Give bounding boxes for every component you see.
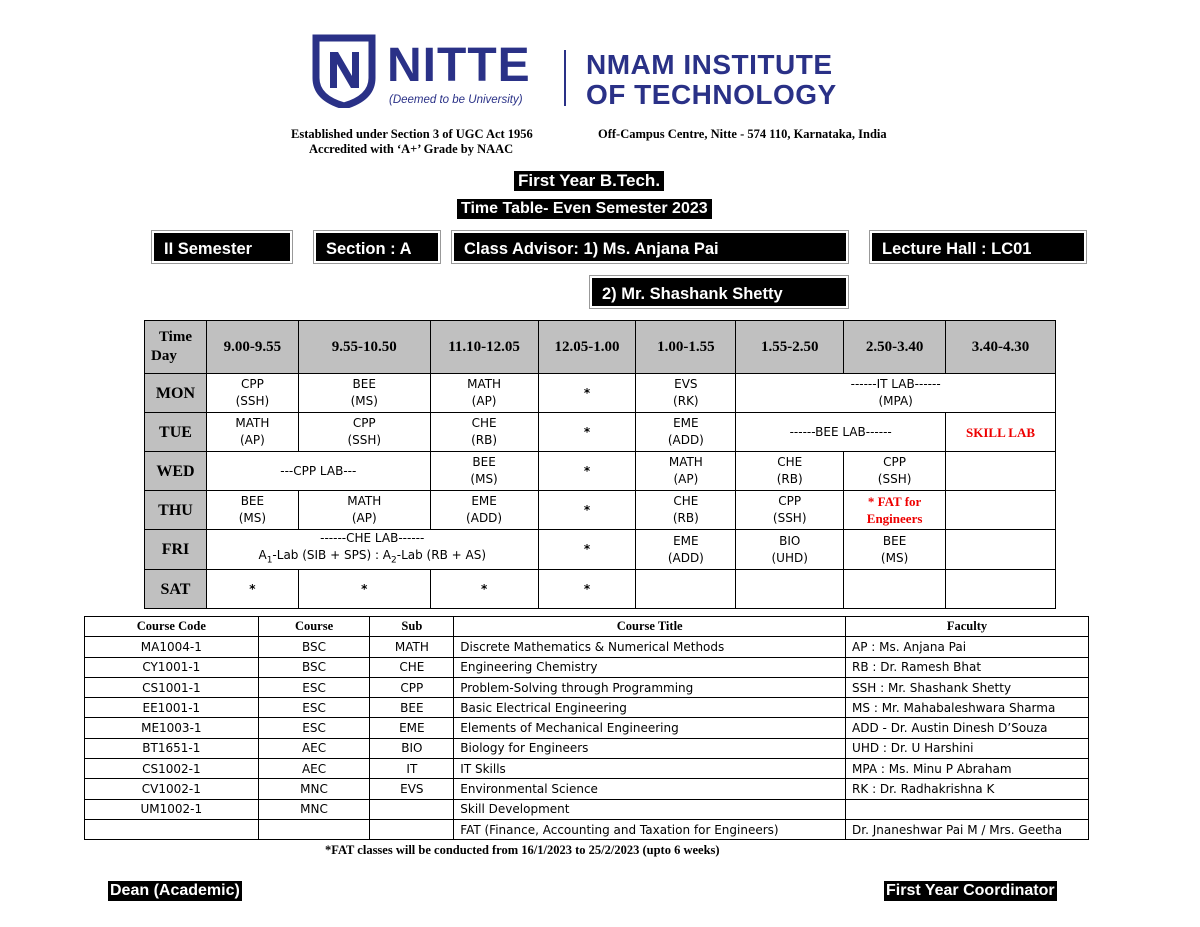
fat-cell xyxy=(844,491,946,530)
coordinator-signature-label: First Year Coordinator xyxy=(886,882,1055,899)
subject: EME xyxy=(673,533,699,548)
empty-cell xyxy=(946,570,1056,609)
column-header: Course Code xyxy=(85,617,259,637)
class-cell xyxy=(206,491,298,530)
course-title-cell: Skill Development xyxy=(454,799,846,819)
lab-cell: ---CPP LAB--- xyxy=(206,452,430,491)
faculty-code: (MS) xyxy=(880,550,909,565)
faculty-cell xyxy=(846,799,1089,819)
faculty-code: (SSH) xyxy=(347,433,382,447)
subject: MATH xyxy=(347,494,382,508)
faculty-code: (SSH) xyxy=(772,511,807,525)
faculty-code: (MS) xyxy=(350,394,378,408)
table-row xyxy=(85,718,1089,738)
empty-cell xyxy=(844,570,946,609)
break-cell: * xyxy=(538,413,636,452)
course-table xyxy=(84,616,1089,840)
lab-cell xyxy=(736,374,1056,413)
class-cell xyxy=(430,452,538,491)
timetable-row-fri xyxy=(145,530,1056,570)
class-advisor-label: Class Advisor: 1) Ms. Anjana Pai xyxy=(452,231,848,263)
day-label: SAT xyxy=(145,570,207,609)
course-type-cell: ESC xyxy=(258,677,370,697)
subject: EVS xyxy=(674,377,698,391)
subject: BEE xyxy=(352,377,376,391)
fat-label: * FAT for xyxy=(867,494,922,509)
slot-header: 9.00-9.55 xyxy=(206,321,298,374)
faculty-code: (ADD) xyxy=(667,433,704,447)
class-cell xyxy=(736,452,844,491)
corner-time-label: Time xyxy=(158,329,192,345)
table-row xyxy=(85,738,1089,758)
break-cell: * xyxy=(538,374,636,413)
faculty-code: (AP) xyxy=(471,394,497,408)
timetable-header-row xyxy=(145,321,1056,374)
course-type-cell xyxy=(258,819,370,839)
slot-header: 1.00-1.55 xyxy=(636,321,736,374)
skill-lab-cell: SKILL LAB xyxy=(946,413,1056,452)
break-cell: * xyxy=(538,452,636,491)
institute-logo xyxy=(312,32,892,112)
break-cell: * xyxy=(298,570,430,609)
faculty-code: (AP) xyxy=(239,433,265,447)
empty-cell xyxy=(946,491,1056,530)
slot-header: 9.55-10.50 xyxy=(298,321,430,374)
course-type-cell: ESC xyxy=(258,718,370,738)
subject-cell xyxy=(370,799,454,819)
subject: MATH xyxy=(235,416,270,430)
slot-header: 3.40-4.30 xyxy=(946,321,1056,374)
fat-label: Engineers xyxy=(866,511,923,526)
faculty-cell: MS : Mr. Mahabaleshwara Sharma xyxy=(846,698,1089,718)
course-code-cell: MA1004-1 xyxy=(85,637,259,657)
established-text: Established under Section 3 of UGC Act 1956 xyxy=(291,127,533,141)
course-title-cell: Engineering Chemistry xyxy=(454,657,846,677)
faculty-cell: RK : Dr. Radhakrishna K xyxy=(846,779,1089,799)
subject-cell: CHE xyxy=(370,657,454,677)
class-cell xyxy=(636,491,736,530)
lab-cell: ------BEE LAB------ xyxy=(736,413,946,452)
course-title-cell: Discrete Mathematics & Numerical Methods xyxy=(454,637,846,657)
nitte-emblem-icon xyxy=(312,34,376,108)
class-cell xyxy=(298,491,430,530)
subject: MATH xyxy=(668,455,703,469)
class-cell xyxy=(736,491,844,530)
table-row xyxy=(85,799,1089,819)
corner-day-label: Day xyxy=(151,348,177,364)
column-header: Course Title xyxy=(454,617,846,637)
time-day-corner xyxy=(145,321,207,374)
page-title: First Year B.Tech. xyxy=(514,171,664,191)
logo-text: NITTE xyxy=(387,39,531,92)
subject: CHE xyxy=(777,455,803,469)
faculty-code: (RB) xyxy=(776,472,803,486)
subject: BEE xyxy=(240,494,265,508)
faculty-code: (AP) xyxy=(673,472,699,486)
empty-cell xyxy=(946,530,1056,570)
lecture-hall-label: Lecture Hall : LC01 xyxy=(870,231,1086,263)
course-code-cell: UM1002-1 xyxy=(85,799,259,819)
subject-cell: EME xyxy=(370,718,454,738)
subject: EME xyxy=(673,416,699,430)
subject: BEE xyxy=(472,455,496,469)
subject: CPP xyxy=(240,377,264,391)
class-cell xyxy=(430,374,538,413)
course-code-cell: CV1002-1 xyxy=(85,779,259,799)
faculty-cell: UHD : Dr. U Harshini xyxy=(846,738,1089,758)
faculty-cell: Dr. Jnaneshwar Pai M / Mrs. Geetha xyxy=(846,819,1089,839)
faculty-code: (SSH) xyxy=(877,472,912,486)
lab-name: ------IT LAB------ xyxy=(850,377,941,391)
logo-divider xyxy=(564,50,566,106)
class-cell xyxy=(844,530,946,570)
course-type-cell: BSC xyxy=(258,657,370,677)
subject: CHE xyxy=(471,416,497,430)
break-cell: * xyxy=(538,570,636,609)
subject-cell: MATH xyxy=(370,637,454,657)
dean-signature-label: Dean (Academic) xyxy=(110,882,240,899)
slot-header: 1.55-2.50 xyxy=(736,321,844,374)
break-cell: * xyxy=(430,570,538,609)
table-row xyxy=(85,657,1089,677)
day-label: TUE xyxy=(145,413,207,452)
break-cell: * xyxy=(538,491,636,530)
class-cell xyxy=(636,374,736,413)
lab-cell xyxy=(206,530,538,570)
faculty-cell: MPA : Ms. Minu P Abraham xyxy=(846,759,1089,779)
class-cell xyxy=(430,413,538,452)
course-code-cell: BT1651-1 xyxy=(85,738,259,758)
logo-subtitle: (Deemed to be University) xyxy=(389,94,523,106)
subject: MATH xyxy=(467,377,502,391)
class-cell xyxy=(298,413,430,452)
course-title-cell: Basic Electrical Engineering xyxy=(454,698,846,718)
lab-batches: $A_1$-Lab (SIB + SPS) : $A_2$-Lab (RB + AS) xyxy=(258,548,486,566)
subject: CPP xyxy=(883,455,907,469)
timetable-row-thu xyxy=(145,491,1056,530)
institute-name-line2: OF TECHNOLOGY xyxy=(586,79,837,110)
course-type-cell: MNC xyxy=(258,799,370,819)
course-title-cell: IT Skills xyxy=(454,759,846,779)
faculty-cell: AP : Ms. Anjana Pai xyxy=(846,637,1089,657)
faculty-code: (ADD) xyxy=(667,550,704,565)
subject-cell: BEE xyxy=(370,698,454,718)
subject-cell: BIO xyxy=(370,738,454,758)
table-row xyxy=(85,759,1089,779)
subject: EME xyxy=(471,494,497,508)
timetable-row-tue xyxy=(145,413,1056,452)
faculty-cell: RB : Dr. Ramesh Bhat xyxy=(846,657,1089,677)
subject-cell xyxy=(370,819,454,839)
semester-label: II Semester xyxy=(152,231,292,263)
break-cell: * xyxy=(206,570,298,609)
class-advisor-2-label: 2) Mr. Shashank Shetty xyxy=(590,276,848,308)
course-title-cell: Biology for Engineers xyxy=(454,738,846,758)
accredited-text: Accredited with ‘A+’ Grade by NAAC xyxy=(309,142,514,156)
subject-cell: CPP xyxy=(370,677,454,697)
faculty-code: (ADD) xyxy=(466,511,503,525)
faculty-code: (MS) xyxy=(470,472,498,486)
course-type-cell: MNC xyxy=(258,779,370,799)
day-label: FRI xyxy=(145,530,207,570)
subject: BEE xyxy=(882,533,907,548)
faculty-code: (MS) xyxy=(238,511,267,525)
lab-name: ------CHE LAB------ xyxy=(320,531,425,545)
subject-cell: IT xyxy=(370,759,454,779)
faculty-cell: ADD - Dr. Austin Dinesh D’Souza xyxy=(846,718,1089,738)
course-code-cell xyxy=(85,819,259,839)
course-type-cell: AEC xyxy=(258,759,370,779)
class-cell xyxy=(206,374,298,413)
subject: CPP xyxy=(352,416,376,430)
empty-cell xyxy=(946,452,1056,491)
class-cell xyxy=(844,452,946,491)
class-cell xyxy=(636,530,736,570)
class-cell xyxy=(430,491,538,530)
column-header: Course xyxy=(258,617,370,637)
timetable-row-sat xyxy=(145,570,1056,609)
slot-header: 2.50-3.40 xyxy=(844,321,946,374)
faculty-code: (AP) xyxy=(351,511,377,525)
table-row xyxy=(85,677,1089,697)
subject-cell: EVS xyxy=(370,779,454,799)
fat-note: *FAT classes will be conducted from 16/1/2023 to 25/2/2023 (upto 6 weeks) xyxy=(325,843,720,857)
timetable xyxy=(144,320,1056,609)
section-label: Section : A xyxy=(314,231,440,263)
course-code-cell: ME1003-1 xyxy=(85,718,259,738)
table-row xyxy=(85,698,1089,718)
column-header: Faculty xyxy=(846,617,1089,637)
table-row xyxy=(85,637,1089,657)
course-code-cell: CS1001-1 xyxy=(85,677,259,697)
class-cell xyxy=(636,413,736,452)
break-cell: * xyxy=(538,530,636,570)
course-type-cell: BSC xyxy=(258,637,370,657)
course-title-cell: Environmental Science xyxy=(454,779,846,799)
course-type-cell: ESC xyxy=(258,698,370,718)
day-label: WED xyxy=(145,452,207,491)
faculty-code: (MPA) xyxy=(878,394,913,408)
course-title-cell: Problem-Solving through Programming xyxy=(454,677,846,697)
subject: CHE xyxy=(673,494,699,508)
day-label: THU xyxy=(145,491,207,530)
timetable-row-wed xyxy=(145,452,1056,491)
subject: CPP xyxy=(778,494,802,508)
column-header: Sub xyxy=(370,617,454,637)
class-cell xyxy=(736,530,844,570)
course-code-cell: CY1001-1 xyxy=(85,657,259,677)
class-cell xyxy=(206,413,298,452)
institute-name xyxy=(586,50,837,110)
table-row xyxy=(85,779,1089,799)
empty-cell xyxy=(736,570,844,609)
faculty-cell: SSH : Mr. Shashank Shetty xyxy=(846,677,1089,697)
faculty-code: (RB) xyxy=(672,511,699,525)
course-title-cell: Elements of Mechanical Engineering xyxy=(454,718,846,738)
course-type-cell: AEC xyxy=(258,738,370,758)
institute-name-line1: NMAM INSTITUTE xyxy=(586,49,833,80)
faculty-code: (UHD) xyxy=(771,550,808,565)
slot-header: 11.10-12.05 xyxy=(430,321,538,374)
course-code-cell: EE1001-1 xyxy=(85,698,259,718)
table-row xyxy=(85,819,1089,839)
empty-cell xyxy=(636,570,736,609)
day-label: MON xyxy=(145,374,207,413)
faculty-code: (RK) xyxy=(673,394,699,408)
course-code-cell: CS1002-1 xyxy=(85,759,259,779)
course-table-header xyxy=(85,617,1089,637)
faculty-code: (RB) xyxy=(471,433,498,447)
course-title-cell: FAT (Finance, Accounting and Taxation for Engineers) xyxy=(454,819,846,839)
class-cell xyxy=(636,452,736,491)
timetable-subtitle: Time Table- Even Semester 2023 xyxy=(457,199,712,219)
slot-header: 12.05-1.00 xyxy=(538,321,636,374)
class-cell xyxy=(298,374,430,413)
campus-address: Off-Campus Centre, Nitte - 574 110, Karnataka, India xyxy=(598,127,887,141)
timetable-row-mon xyxy=(145,374,1056,413)
subject: BIO xyxy=(779,533,801,548)
faculty-code: (SSH) xyxy=(235,394,270,408)
